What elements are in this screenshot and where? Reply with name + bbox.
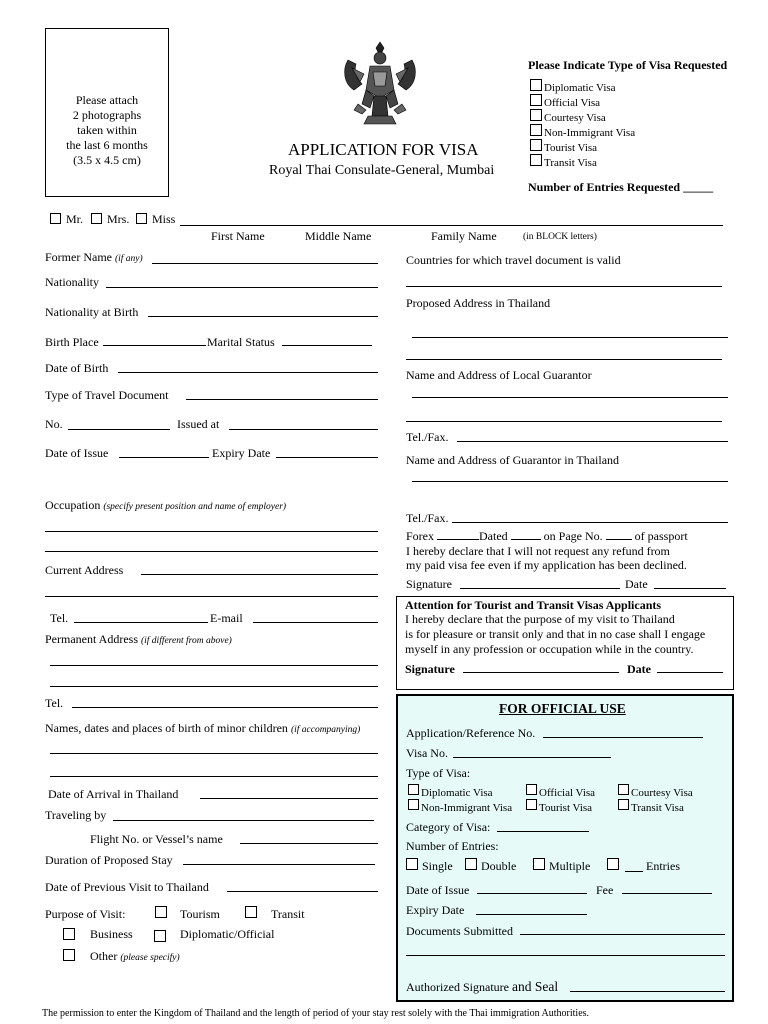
diplomatic-official-label: Diplomatic/Official [180,927,275,941]
garuda-emblem [340,38,420,130]
duration-label: Duration of Proposed Stay [45,853,173,867]
first-name-label: First Name [211,229,265,243]
diplomatic-official-checkbox[interactable] [154,930,166,942]
marital-status-line[interactable] [282,345,372,346]
off-courtesy-checkbox[interactable] [618,784,629,795]
expiry-label: Expiry Date [212,446,271,460]
business-label: Business [90,927,133,941]
date-label: Date [625,577,648,591]
current-address-line[interactable] [141,574,378,575]
nationality-label: Nationality [45,275,99,289]
miss-checkbox[interactable] [136,213,147,224]
entries-count-line[interactable] [625,871,643,872]
off-diplomatic-checkbox[interactable] [408,784,419,795]
tel-line[interactable] [74,622,208,623]
guarantor-thailand-line[interactable] [412,481,728,482]
fee-label: Fee [596,883,614,897]
minor-children-label [45,721,360,737]
travel-doc-label: Type of Travel Document [45,388,169,402]
mrs-label: Mrs. [107,212,130,226]
visa-option-label: Tourist Visa [544,142,598,154]
off-type-label: Tourist Visa [539,802,593,814]
double-checkbox[interactable] [465,858,477,870]
tourist-visa-checkbox[interactable] [530,139,542,151]
mr-checkbox[interactable] [50,213,61,224]
visa-option-label: Courtesy Visa [544,112,606,124]
off-tourist-checkbox[interactable] [526,799,537,810]
entries-label: Entries [646,859,680,873]
attention-line: I hereby declare that the purpose of my visit to Thailand [405,612,675,626]
on-page-label: on Page No. [543,529,603,543]
mrs-checkbox[interactable] [91,213,102,224]
other-note: (please specify) [120,953,180,963]
official-use-box [396,694,734,1002]
traveling-by-line[interactable] [113,820,374,821]
birth-place-line[interactable] [103,345,206,346]
local-guarantor-line[interactable] [412,397,728,398]
seal-text: and Seal [511,979,559,994]
family-name-label: Family Name [431,229,497,243]
visa-no-line[interactable] [453,757,611,758]
telfax2-line[interactable] [452,522,728,523]
tourism-checkbox[interactable] [155,906,167,918]
previous-visit-label: Date of Previous Visit to Thailand [45,880,209,894]
doc-no-line[interactable] [68,429,170,430]
doc-no-label: No. [45,417,63,431]
arrival-label: Date of Arrival in Thailand [48,787,179,801]
footer-note: The permission to enter the Kingdom of Thailand and the length of period of your stay rest solely with the Thai immigration Authorities. [42,1008,590,1019]
permanent-address-line[interactable] [50,665,378,666]
fee-line[interactable] [622,893,712,894]
attention-line: myself in any profession or occupation while in the country. [405,642,694,656]
double-label: Double [481,859,517,873]
local-guarantor-label: Name and Address of Local Guarantor [406,368,592,382]
permanent-address-text: Permanent Address [45,632,138,646]
proposed-address-label: Proposed Address in Thailand [406,296,551,310]
date-issue-label: Date of Issue [45,446,109,460]
attention-signature-label: Signature [405,662,455,676]
transit-visa-checkbox[interactable] [530,154,542,166]
tel2-line[interactable] [72,707,378,708]
local-guarantor-line[interactable] [406,421,722,422]
off-type-label: Official Visa [539,787,596,799]
attention-box [396,596,734,690]
current-address-label: Current Address [45,563,124,577]
telfax1-label: Tel./Fax. [406,430,449,444]
official-visa-checkbox[interactable] [530,94,542,106]
off-transit-checkbox[interactable] [618,799,629,810]
visa-option-label: Official Visa [544,97,601,109]
other-text: Other [90,949,118,963]
dob-line[interactable] [118,372,378,373]
off-official-checkbox[interactable] [526,784,537,795]
visa-option-label: Diplomatic Visa [544,82,616,94]
off-type-label: Transit Visa [631,802,684,814]
declare-line-2: my paid visa fee even if my application has been declined. [406,558,687,572]
num-entries-label: Number of Entries: [406,839,499,853]
photo-box [45,28,169,197]
category-line[interactable] [497,831,589,832]
docs-line[interactable] [520,934,725,935]
proposed-address-line[interactable] [406,359,722,360]
date-issue-line[interactable] [119,457,209,458]
visa-type-heading: Please Indicate Type of Visa Requested [528,58,728,72]
transit-checkbox[interactable] [245,906,257,918]
attention-heading: Attention for Tourist and Transit Visas Applicants [405,598,662,612]
miss-label: Miss [152,212,176,226]
auth-sig-text: Authorized Signature [406,980,509,994]
dated-label: Dated [479,529,508,543]
non-immigrant-visa-checkbox[interactable] [530,124,542,136]
ref-label: Application/Reference No. [406,726,536,740]
forex-label: Forex [406,529,434,543]
entries-checkbox[interactable] [607,858,619,870]
issued-at-line[interactable] [229,429,378,430]
occupation-note: (specify present position and name of employer) [103,502,287,512]
occupation-text: Occupation [45,498,101,512]
arrival-line[interactable] [200,798,378,799]
off-expiry-line[interactable] [476,914,587,915]
photo-line: (3.5 x 4.5 cm) [73,153,141,167]
off-type-label: Diplomatic Visa [421,787,493,799]
email-label: E-mail [210,611,243,625]
forex-row [406,529,688,543]
countries-label: Countries for which travel document is valid [406,253,621,267]
telfax2-label: Tel./Fax. [406,511,449,525]
attention-date-line[interactable] [657,672,723,673]
auth-sig-label [406,980,558,994]
flight-line[interactable] [240,843,378,844]
visa-option-label: Non-Immigrant Visa [544,127,636,139]
signature-line[interactable] [460,588,620,589]
docs-label: Documents Submitted [406,924,513,938]
type-label: Type of Visa: [406,766,471,780]
name-field-line[interactable] [180,225,723,226]
attention-line: is for pleasure or transit only and that in no case shall I engage [405,627,706,641]
signature-label: Signature [406,577,452,591]
marital-status-label: Marital Status [207,335,275,349]
multiple-label: Multiple [549,859,591,873]
entries-requested-label: Number of Entries Requested _____ [528,180,714,194]
other-checkbox[interactable] [63,949,75,961]
off-expiry-label: Expiry Date [406,903,465,917]
minor-note: (if accompanying) [290,725,361,735]
docs-line[interactable] [406,955,725,956]
consulate-subtitle: Royal Thai Consulate-General, Mumbai [269,163,495,178]
off-date-issue-label: Date of Issue [406,883,470,897]
attention-signature-line[interactable] [463,672,619,673]
form-title: APPLICATION FOR VISA [288,140,479,159]
photo-line: 2 photographs [72,108,142,122]
photo-line: the last 6 months [66,138,148,152]
dated-blank[interactable] [511,539,541,540]
occupation-line[interactable] [45,531,378,532]
minor-children-line[interactable] [50,776,378,777]
courtesy-visa-checkbox[interactable] [530,109,542,121]
tel2-label: Tel. [45,696,64,710]
attention-date-label: Date [627,662,651,676]
nationality-birth-line[interactable] [148,316,378,317]
former-name-label [45,250,143,266]
forex-blank[interactable] [437,539,479,540]
single-checkbox[interactable] [406,858,418,870]
diplomatic-visa-checkbox[interactable] [530,79,542,91]
occupation-label [45,498,286,514]
middle-name-label: Middle Name [305,229,372,243]
of-passport-label: of passport [634,529,688,543]
category-label: Category of Visa: [406,820,491,834]
off-date-issue-line[interactable] [477,893,587,894]
traveling-by-label: Traveling by [45,808,107,822]
off-type-label: Non-Immigrant Visa [421,802,513,814]
current-address-line[interactable] [45,596,378,597]
official-heading: FOR OFFICIAL USE [499,701,626,716]
page-blank[interactable] [606,539,632,540]
email-line[interactable] [253,622,378,623]
photo-line: taken within [77,123,137,137]
purpose-label: Purpose of Visit: [45,907,126,921]
other-label [90,949,180,965]
flight-label: Flight No. or Vessel’s name [90,832,223,846]
expiry-line[interactable] [276,457,378,458]
minor-children-line[interactable] [50,753,378,754]
nationality-line[interactable] [106,287,378,288]
countries-line[interactable] [406,286,722,287]
off-type-label: Courtesy Visa [631,787,693,799]
mr-label: Mr. [66,212,84,226]
permanent-address-line[interactable] [50,686,378,687]
birth-place-label: Birth Place [45,335,99,349]
business-checkbox[interactable] [63,928,75,940]
declare-line-1: I hereby declare that I will not request any refund from [406,544,670,558]
tourism-label: Tourism [180,907,220,921]
multiple-checkbox[interactable] [533,858,545,870]
duration-line[interactable] [183,864,375,865]
occupation-line[interactable] [45,551,378,552]
block-letters-note: (in BLOCK letters) [523,232,597,242]
minor-children-text: Names, dates and places of birth of minor children [45,721,288,735]
nationality-birth-label: Nationality at Birth [45,305,139,319]
former-name-line[interactable] [152,263,378,264]
single-label: Single [422,859,453,873]
ref-line[interactable] [543,737,703,738]
off-non-immigrant-checkbox[interactable] [408,799,419,810]
previous-visit-line[interactable] [227,891,378,892]
permanent-note: (if different from above) [140,636,232,646]
photo-line: Please attach [75,93,139,107]
if-any-note: (if any) [114,254,143,264]
tel-label: Tel. [50,611,69,625]
issued-at-label: Issued at [177,417,220,431]
visa-option-label: Transit Visa [544,157,597,169]
travel-doc-line[interactable] [186,399,378,400]
transit-label: Transit [271,907,305,921]
visa-no-label: Visa No. [406,746,448,760]
auth-sig-line[interactable] [570,991,725,992]
permanent-address-label [45,632,232,648]
former-name-text: Former Name [45,250,112,264]
dob-label: Date of Birth [45,361,109,375]
telfax1-line[interactable] [457,441,728,442]
guarantor-thailand-label: Name and Address of Guarantor in Thailand [406,453,620,467]
proposed-address-line[interactable] [412,337,728,338]
date-line[interactable] [654,588,726,589]
